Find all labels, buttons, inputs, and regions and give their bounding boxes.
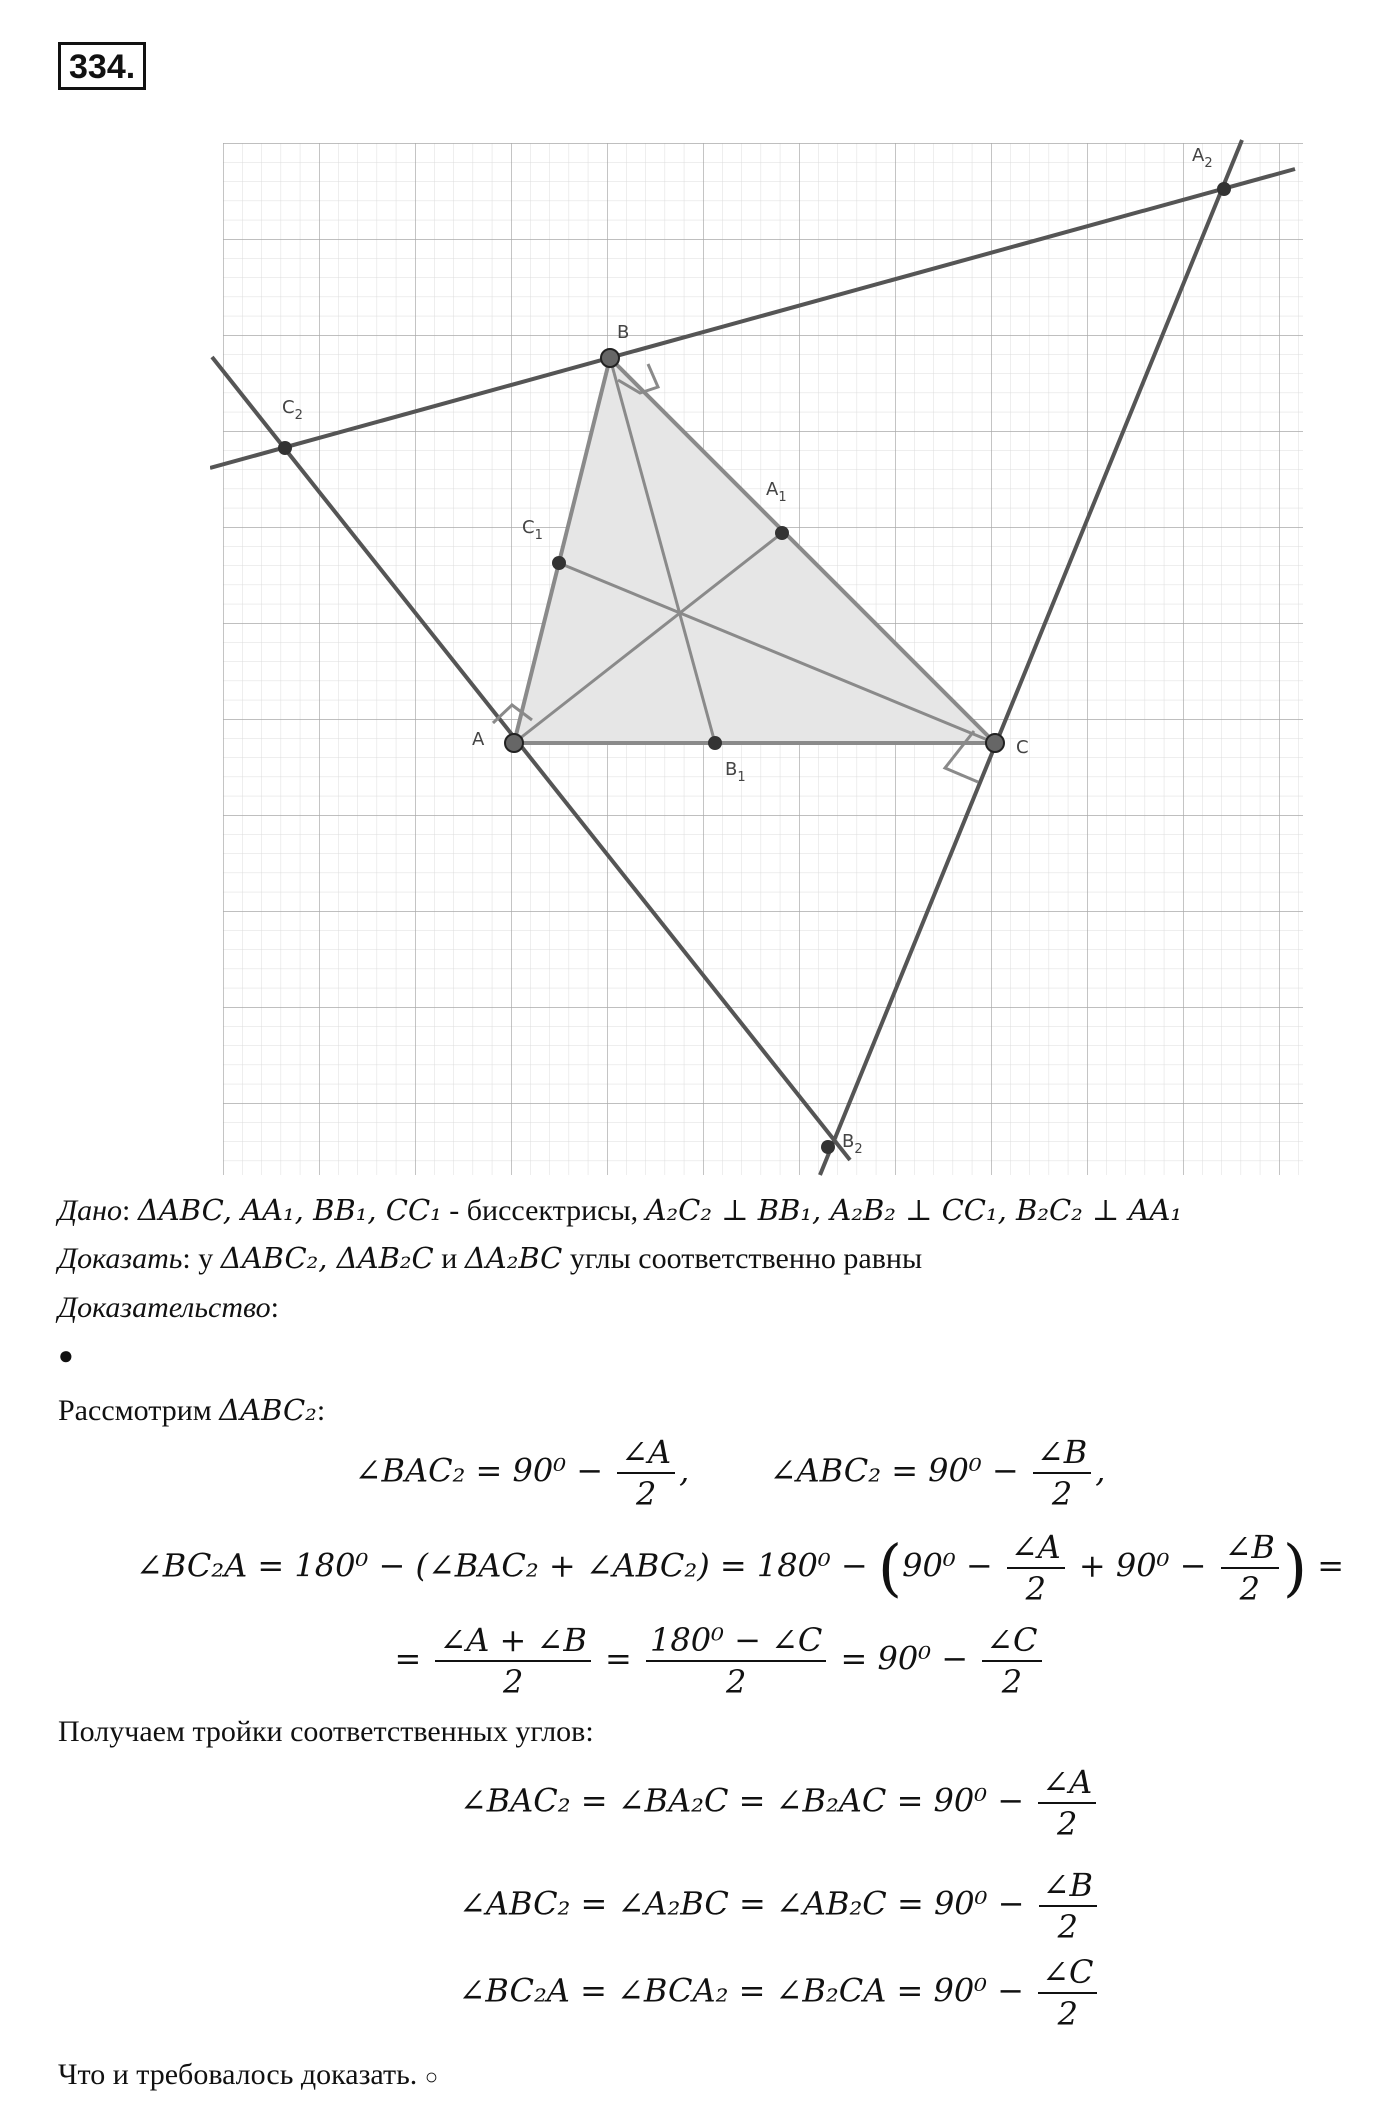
eq2-p1: 90⁰ − <box>902 1546 993 1585</box>
eq2-frac-b-num: ∠B <box>1221 1527 1279 1569</box>
proof-sep: : <box>270 1291 279 1324</box>
eq3-e1: = <box>605 1639 632 1678</box>
eq1-frac-b-den: 2 <box>1051 1475 1073 1513</box>
eq1-comma-1: , <box>679 1451 690 1490</box>
eq1-frac-a <box>617 1432 675 1514</box>
eq3-frac-2-den: 2 <box>726 1663 747 1701</box>
prove-label: Доказать <box>58 1242 183 1275</box>
label-a2: $A_2$ <box>1192 145 1213 171</box>
qed-mark: ○ <box>424 2064 439 2089</box>
eq3-frac-1 <box>435 1620 590 1702</box>
eq2-left: ∠BC₂A = 180⁰ − (∠BAC₂ + ∠ABC₂) = 180⁰ − <box>135 1546 868 1585</box>
given-math-2: A₂C₂ ⊥ BB₁, A₂B₂ ⊥ CC₁, B₂C₂ ⊥ AA₁ <box>645 1193 1183 1227</box>
eq1-frac-b-num: ∠B <box>1033 1432 1091 1474</box>
triple-3-den: 2 <box>1057 1995 1078 2033</box>
triple-1 <box>0 1762 1400 1844</box>
triple-3-num: ∠C <box>1038 1952 1097 1994</box>
point-b2 <box>821 1140 835 1154</box>
eq2-end: = <box>1317 1546 1345 1585</box>
problem-number: 334. <box>58 42 146 90</box>
given-label: Дано <box>58 1194 122 1227</box>
triple-2-frac <box>1039 1865 1097 1947</box>
point-a <box>505 734 523 752</box>
eq1-mid: ∠ABC₂ = 90⁰ − <box>769 1451 1019 1490</box>
eq3-e2: = 90⁰ − <box>840 1639 969 1678</box>
point-a2 <box>1217 182 1231 196</box>
proof-label: Доказательство <box>58 1291 271 1324</box>
triple-1-den: 2 <box>1057 1805 1078 1843</box>
point-c2 <box>278 441 292 455</box>
consider-text: Рассмотрим <box>58 1394 220 1427</box>
given-line <box>58 1190 1182 1231</box>
prove-math-2: ΔA₂BC <box>464 1241 563 1275</box>
triple-3 <box>0 1952 1400 2034</box>
qed-line <box>58 2055 438 2097</box>
eq2-p2: + 90⁰ − <box>1078 1546 1207 1585</box>
prove-line <box>58 1238 922 1279</box>
eq3-frac-3-num: ∠C <box>982 1620 1041 1662</box>
eq3-frac-2 <box>646 1620 826 1702</box>
eq2-lparen: ( <box>877 1531 903 1604</box>
point-b1 <box>708 736 722 750</box>
eq3-frac-3 <box>982 1620 1041 1702</box>
equation-1 <box>0 1432 1400 1514</box>
eq1-left: ∠BAC₂ = 90⁰ − <box>354 1451 604 1490</box>
label-c: C <box>1016 737 1029 758</box>
prove-rest: углы соответственно равны <box>562 1242 923 1275</box>
consider-colon: : <box>316 1394 326 1427</box>
eq2-rparen: ) <box>1282 1531 1308 1604</box>
eq1-frac-a-num: ∠A <box>617 1432 675 1474</box>
triple-2-expr: ∠ABC₂ = ∠A₂BC = ∠AB₂C = 90⁰ − <box>459 1884 1025 1923</box>
point-c1 <box>552 556 566 570</box>
geometry-figure <box>210 135 1310 1180</box>
eq2-frac-a <box>1007 1527 1065 1609</box>
label-b: B <box>617 322 630 343</box>
triple-3-frac <box>1038 1952 1097 2034</box>
triple-2-den: 2 <box>1057 1908 1078 1946</box>
eq2-frac-a-num: ∠A <box>1007 1527 1065 1569</box>
given-math-1: ΔABC, AA₁, BB₁, CC₁ <box>137 1193 442 1227</box>
triple-1-expr: ∠BAC₂ = ∠BA₂C = ∠B₂AC = 90⁰ − <box>459 1781 1025 1820</box>
triples-text: Получаем тройки соответственных углов: <box>58 1715 594 1748</box>
triple-1-num: ∠A <box>1038 1762 1096 1804</box>
triple-2 <box>0 1865 1400 1947</box>
eq3-frac-2-num: 180⁰ − ∠C <box>646 1620 826 1662</box>
eq1-frac-b <box>1033 1432 1091 1514</box>
equation-3 <box>0 1620 1400 1702</box>
qed-text: Что и требовалось доказать. <box>58 2058 418 2091</box>
label-a: A <box>472 729 485 750</box>
eq3-start: = <box>394 1639 422 1678</box>
label-c1: $C_1$ <box>522 517 543 543</box>
label-a1: $A_1$ <box>766 479 787 505</box>
eq3-frac-1-num: ∠A + ∠B <box>435 1620 590 1662</box>
eq1-frac-a-den: 2 <box>636 1475 657 1513</box>
eq3-frac-3-den: 2 <box>1001 1663 1023 1701</box>
label-b1: $B_1$ <box>725 759 746 785</box>
triple-1-frac <box>1038 1762 1096 1844</box>
eq3-frac-1-den: 2 <box>502 1663 524 1701</box>
point-c <box>986 734 1004 752</box>
triple-3-expr: ∠BC₂A = ∠BCA₂ = ∠B₂CA = 90⁰ − <box>458 1971 1024 2010</box>
proof-heading <box>58 1288 279 1328</box>
point-b <box>601 349 619 367</box>
point-a1 <box>775 526 789 540</box>
eq2-frac-a-den: 2 <box>1025 1570 1046 1608</box>
prove-sep: : у <box>182 1242 221 1275</box>
bullet: ● <box>58 1341 74 1370</box>
consider-line <box>58 1390 325 1431</box>
given-sep: : <box>121 1194 131 1227</box>
prove-math-1: ΔABC₂, ΔAB₂C <box>220 1241 434 1275</box>
label-b2: $B_2$ <box>842 1131 863 1157</box>
eq2-frac-b-den: 2 <box>1239 1570 1260 1608</box>
given-word: - биссектрисы, <box>441 1194 646 1227</box>
consider-math: ΔABC₂ <box>219 1393 317 1427</box>
equation-2 <box>0 1527 1400 1609</box>
label-c2: $C_2$ <box>282 397 303 423</box>
eq2-frac-b <box>1221 1527 1279 1609</box>
prove-and: и <box>433 1242 465 1275</box>
triple-2-num: ∠B <box>1039 1865 1097 1907</box>
eq1-comma-2: , <box>1095 1451 1106 1490</box>
